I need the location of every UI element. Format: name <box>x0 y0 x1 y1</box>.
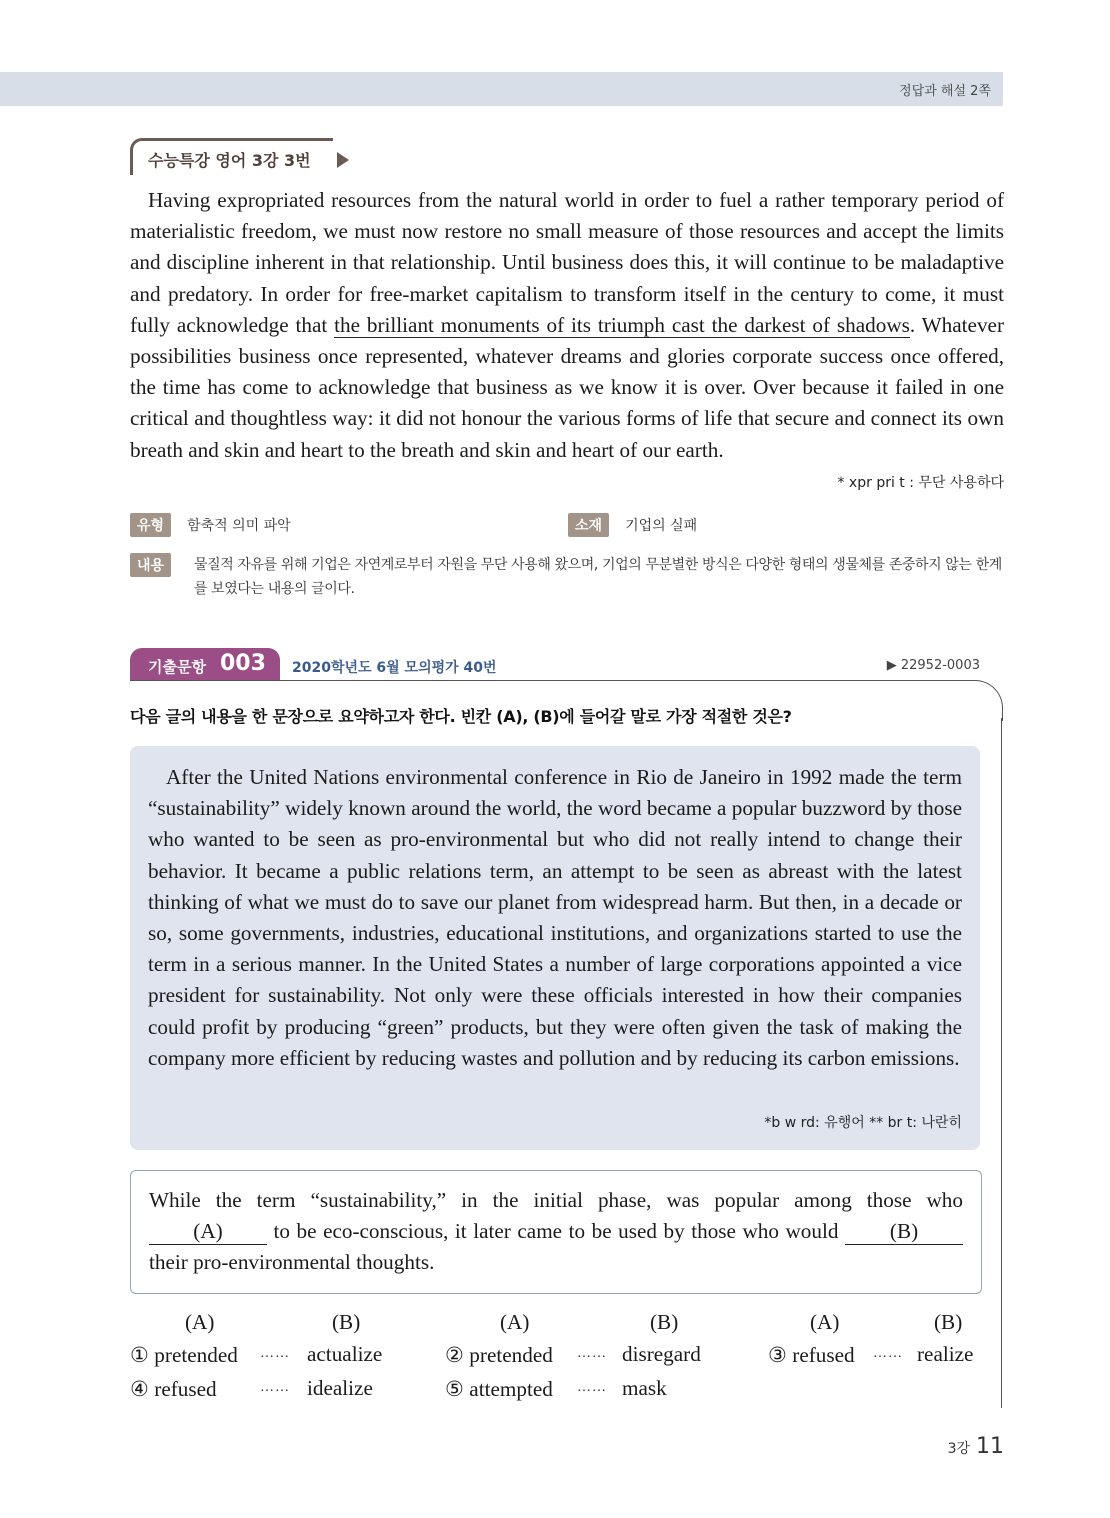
choice-a: pretended <box>469 1343 553 1367</box>
col-a-header: (A) <box>810 1310 840 1334</box>
choice-dots: …… <box>260 1380 290 1395</box>
col-b-header: (B) <box>650 1310 679 1334</box>
question-code: ▶ 22952-0003 <box>886 658 980 673</box>
passage-2-box <box>130 746 980 1150</box>
content-tag: 내용 <box>130 553 171 577</box>
choice-number: ② <box>445 1343 464 1367</box>
col-b-header: (B) <box>934 1310 963 1334</box>
choice-b: mask <box>622 1376 667 1400</box>
question-badge <box>130 648 280 680</box>
question-badge-label: 기출문항 <box>148 658 206 676</box>
choice-b: idealize <box>307 1376 373 1400</box>
passage-2-footnote: *b w rd: 유행어 ** br t: 나란히 <box>764 1115 962 1131</box>
header-band <box>0 72 1003 106</box>
question-rule-side <box>1001 718 1002 1408</box>
question-rule-corner <box>950 680 1003 721</box>
page-number: 11 <box>976 1434 1004 1459</box>
choice-dots: …… <box>577 1380 607 1395</box>
summary-box <box>130 1170 982 1294</box>
type-value: 함축적 의미 파악 <box>187 518 291 534</box>
title-arrow-icon <box>337 152 349 168</box>
answer-reference: 정답과 해설 2쪽 <box>899 84 991 99</box>
passage-1-footnote: * xpr pri t : 무단 사용하다 <box>837 475 1004 491</box>
topic-row <box>568 513 697 537</box>
choice-dots: …… <box>873 1346 903 1361</box>
topic-value: 기업의 실패 <box>625 518 698 534</box>
choice-a: refused <box>792 1343 855 1367</box>
content-value: 물질적 자유를 위해 기업은 자연계로부터 자원을 무단 사용해 왔으며, 기업의 무분별한 방식은 다양한 형태의 생물체를 존중하지 않는 한계를 보였다는 내용의 글이다. <box>194 557 1002 597</box>
col-a-header: (A) <box>500 1310 530 1334</box>
blank-b: (B) <box>845 1218 963 1245</box>
lesson-label: 3강 <box>947 1441 970 1457</box>
summary-part-2: to be eco-conscious, it later came to be used by those who would <box>273 1219 839 1244</box>
type-row <box>130 513 291 537</box>
choice-a: pretended <box>154 1343 238 1367</box>
choice-a: refused <box>154 1377 217 1401</box>
choice-b: actualize <box>307 1342 383 1366</box>
passage-1-text-end: . Whatever possibilities business once represented, whatever dreams and glories corporate success once offered, the time has come to acknowledge that business as we know it is over. Over because it failed in one critical and thoughtless way: it did not honour the various forms of life that secure and connect its own breath and skin and heart to the breath and skin and heart of our earth. <box>130 312 1004 462</box>
page-footer <box>948 1434 1004 1459</box>
choice-b: realize <box>917 1342 974 1366</box>
choice-number: ⑤ <box>445 1377 464 1401</box>
passage-1-text: Having expropriated resources from the natural world in order to fuel a rather temporary period of materialistic freedom, we must now restore no small measure of those resources and accept the limits and discipline inherent in that relationship. Until business does this, it will continue to be maladaptive and predatory. In order for free-market capitalism to transform itself in the century to come, it must fully acknowledge that <box>130 188 1004 337</box>
question-prompt: 다음 글의 내용을 한 문장으로 요약하고자 한다. 빈칸 (A), (B)에 들어갈 말로 가장 적절한 것은? <box>130 707 792 726</box>
choice-b: disregard <box>622 1342 701 1366</box>
topic-tag: 소재 <box>568 513 609 537</box>
choice-dots: …… <box>260 1346 290 1361</box>
choice-a: attempted <box>469 1377 553 1401</box>
choice-number: ③ <box>768 1343 787 1367</box>
summary-part-1: While the term “sustainability,” in the initial phase, was popular among those who <box>149 1188 963 1212</box>
passage-1 <box>130 185 1004 466</box>
section-title-label: 수능특강 영어 3강 3번 <box>148 151 311 170</box>
summary-part-3: their pro-environmental thoughts. <box>149 1250 435 1275</box>
type-tag: 유형 <box>130 513 171 537</box>
question-source: 2020학년도 6월 모의평가 40번 <box>292 660 497 676</box>
col-b-header: (B) <box>332 1310 361 1334</box>
question-number: 003 <box>220 651 266 676</box>
blank-a: (A) <box>149 1218 267 1245</box>
question-rule <box>130 680 970 681</box>
choice-number: ④ <box>130 1377 149 1401</box>
passage-2-text: After the United Nations environmental conference in Rio de Janeiro in 1992 made the term “sustainability” widely known around the world, the word became a popular buzzword by those who wanted to be seen as pro-environmental but who did not really intend to change their behavior. It became a public relations term, an attempt to be seen as abreast with the latest thinking of what we must do to save our planet from widespread harm. But then, in a decade or so, some governments, industries, educational institutions, and organizations started to use the term in a serious manner. In the United States a number of large corporations appointed a vice president for sustainability. Not only were these officials interested in how their companies could profit by producing “green” products, but they were often given the task of making the company more efficient by reducing wastes and pollution and by reducing its carbon emissions. <box>148 765 962 1070</box>
underlined-phrase: the brilliant monuments of its triumph cast the darkest of shadows <box>334 312 910 337</box>
choice-number: ① <box>130 1343 149 1367</box>
summary-text <box>149 1185 963 1279</box>
question-header <box>130 648 1004 682</box>
col-a-header: (A) <box>185 1310 215 1334</box>
choice-dots: …… <box>577 1346 607 1361</box>
